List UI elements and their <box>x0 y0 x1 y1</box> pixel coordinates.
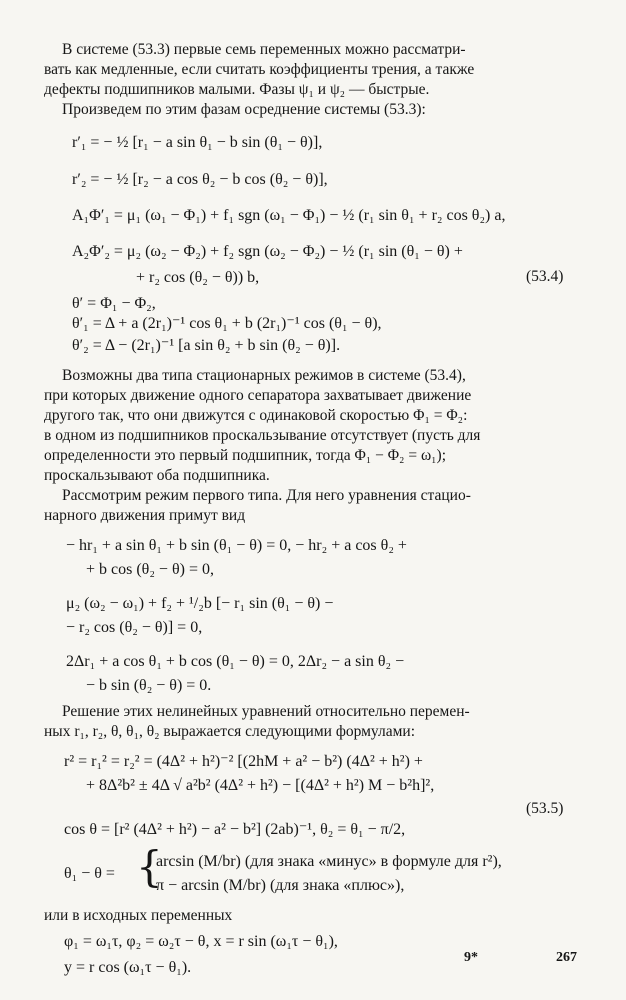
solution-cos-theta: cos θ = [r² (4Δ² + h²) − a² − b²] (2ab)⁻¹, θ₂ = θ₁ − π/2, <box>64 821 406 838</box>
paragraph-1-line-3: дефекты подшипников малыми. Фазы ψ₁ и ψ₂ — быстрые. <box>44 81 430 98</box>
paragraph-4-line-1: Рассмотрим режим первого типа. Для него уравнения стацио- <box>62 487 471 504</box>
solution-r-squared: r² = r₁² = r₂² = (4Δ² + h²)⁻² [(2hM + a² − b²) (4Δ² + h²) + <box>64 753 423 770</box>
original-variables-2: y = r cos (ω₁τ − θ₁). <box>64 959 192 976</box>
equation-number-53-4: (53.4) <box>526 268 564 285</box>
paragraph-3-line-3: другого так, что они движутся с одинаковой скоростью Φ₁ = Φ₂: <box>44 407 468 424</box>
solution-r-squared-continued: + 8Δ²b² ± 4Δ √ a²b² (4Δ² + h²) − [(4Δ² + h²) M − b²h]², <box>86 777 435 794</box>
paragraph-3-line-4: в одном из подшипников проскальзывание отсутствует (пусть для <box>44 427 481 444</box>
page-number: 267 <box>556 950 577 965</box>
original-variables-1: φ₁ = ω₁τ, φ₂ = ω₂τ − θ, x = r sin (ω₁τ − θ₁), <box>64 933 338 950</box>
equation-theta1-prime: θ′₁ = Δ + a (2r₁)⁻¹ cos θ₁ + b (2r₁)⁻¹ cos (θ₁ − θ), <box>72 315 382 332</box>
paragraph-2-line-1: Произведем по этим фазам осреднение системы (53.3): <box>62 101 426 118</box>
paragraph-6-line-1: или в исходных переменных <box>44 907 233 924</box>
equation-phi1-prime: A₁Φ′₁ = μ₁ (ω₁ − Φ₁) + f₁ sgn (ω₁ − Φ₁) − ½ (r₁ sin θ₁ + r₂ cos θ₂) a, <box>72 207 506 224</box>
stationary-equation-1: − hr₁ + a sin θ₁ + b sin (θ₁ − θ) = 0, − hr₂ + a cos θ₂ + <box>66 537 407 554</box>
paragraph-1-line-1: В системе (53.3) первые семь переменных можно рассматри- <box>62 41 466 58</box>
equation-phi2-prime-continued: + r₂ cos (θ₂ − θ)) b, <box>136 269 260 286</box>
stationary-equation-3: 2Δr₁ + a cos θ₁ + b cos (θ₁ − θ) = 0, 2Δr₂ − a sin θ₂ − <box>66 653 405 670</box>
solution-case-minus: arcsin (M/br) (для знака «минус» в формуле для r²), <box>156 853 502 870</box>
paragraph-3-line-6: проскальзывают оба подшипника. <box>44 467 270 484</box>
paragraph-4-line-2: нарного движения примут вид <box>44 507 246 524</box>
stationary-equation-1-continued: + b cos (θ₂ − θ) = 0, <box>86 561 214 578</box>
equation-number-53-5: (53.5) <box>526 800 564 817</box>
solution-theta1-minus-theta-label: θ₁ − θ = <box>64 865 115 882</box>
paragraph-1-line-2: вать как медленные, если считать коэффициенты трения, а также <box>44 61 475 78</box>
paragraph-3-line-2: при которых движение одного сепаратора захватывает движение <box>44 387 472 404</box>
equation-r1-prime: r′₁ = − ½ [r₁ − a sin θ₁ − b sin (θ₁ − θ)], <box>72 134 323 151</box>
paragraph-5-line-1: Решение этих нелинейных уравнений относительно перемен- <box>62 703 470 720</box>
stationary-equation-2-continued: − r₂ cos (θ₂ − θ)] = 0, <box>66 619 203 636</box>
stationary-equation-3-continued: − b sin (θ₂ − θ) = 0. <box>86 677 212 694</box>
paragraph-5-line-2: ных r₁, r₂, θ, θ₁, θ₂ выражается следующими формулами: <box>44 723 416 740</box>
stationary-equation-2: μ₂ (ω₂ − ω₁) + f₂ + ¹/₂b [− r₁ sin (θ₁ − θ) − <box>66 595 334 612</box>
solution-case-plus: π − arcsin (M/br) (для знака «плюс»), <box>156 877 405 894</box>
left-brace: { <box>136 842 163 891</box>
equation-phi2-prime: A₂Φ′₂ = μ₂ (ω₂ − Φ₂) + f₂ sgn (ω₂ − Φ₂) − ½ (r₁ sin (θ₁ − θ) + <box>72 243 463 260</box>
signature-mark: 9* <box>464 950 478 965</box>
paragraph-3-line-1: Возможны два типа стационарных режимов в системе (53.4), <box>62 367 466 384</box>
equation-theta2-prime: θ′₂ = Δ − (2r₁)⁻¹ [a sin θ₂ + b sin (θ₂ − θ)]. <box>72 337 341 354</box>
equation-r2-prime: r′₂ = − ½ [r₂ − a cos θ₂ − b cos (θ₂ − θ)], <box>72 171 328 188</box>
equation-theta-prime: θ′ = Φ₁ − Φ₂, <box>72 295 156 312</box>
paragraph-3-line-5: определенности это первый подшипник, тогда Φ₁ − Φ₂ = ω₁); <box>44 447 447 464</box>
